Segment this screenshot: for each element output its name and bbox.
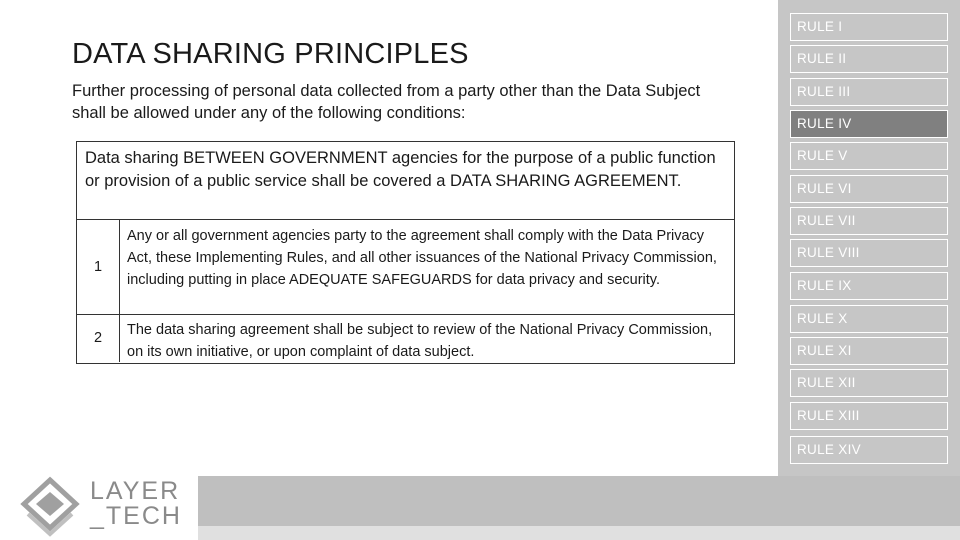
rule-button-ix[interactable]: RULE IX: [790, 272, 948, 300]
rule-button-v[interactable]: RULE V: [790, 142, 948, 170]
rule-button-i[interactable]: RULE I: [790, 13, 948, 41]
data-sharing-heading: Data sharing BETWEEN GOVERNMENT agencies for the purpose of a public function or provision of a public service shall be covered a DATA SHARING AGREEMENT.: [77, 142, 734, 220]
rule-button-xiv[interactable]: RULE XIV: [790, 436, 948, 464]
footer-strip: [198, 526, 960, 540]
rule-button-vii[interactable]: RULE VII: [790, 207, 948, 235]
rule-button-vi[interactable]: RULE VI: [790, 175, 948, 203]
condition-text: Any or all government agencies party to the agreement shall comply with the Data Privacy Act, these Implementing Rules, and all other issuances of the National Privacy Commission, including putting in place ADEQUATE SAFEGUARDS for data privacy and security.: [127, 228, 717, 288]
page-title: DATA SHARING PRINCIPLES: [72, 38, 469, 70]
rule-button-xi[interactable]: RULE XI: [790, 337, 948, 365]
condition-row: [77, 314, 734, 362]
logo-line-2: _TECH: [90, 502, 182, 530]
rule-button-viii[interactable]: RULE VIII: [790, 239, 948, 267]
rule-button-xii[interactable]: RULE XII: [790, 369, 948, 397]
rule-button-x[interactable]: RULE X: [790, 305, 948, 333]
logo-line-1: LAYER: [90, 477, 181, 505]
condition-text: The data sharing agreement shall be subject to review of the National Privacy Commission, on its own initiative, or upon complaint of data subject.: [127, 322, 713, 360]
rule-button-ii[interactable]: RULE II: [790, 45, 948, 73]
condition-row: [77, 220, 734, 315]
data-sharing-box: [76, 141, 735, 364]
rules-nav-panel: [778, 0, 960, 476]
rule-button-iii[interactable]: RULE III: [790, 78, 948, 106]
rule-button-iv[interactable]: RULE IV: [790, 110, 948, 138]
layered-diamond-logo-icon: [10, 474, 90, 538]
rule-button-xiii[interactable]: RULE XIII: [790, 402, 948, 430]
condition-number: 2: [77, 314, 120, 362]
condition-number: 1: [77, 220, 120, 314]
layer-tech-logo: [0, 471, 198, 540]
intro-text: Further processing of personal data collected from a party other than the Data Subject shall be allowed under any of the following conditions:: [72, 82, 701, 122]
